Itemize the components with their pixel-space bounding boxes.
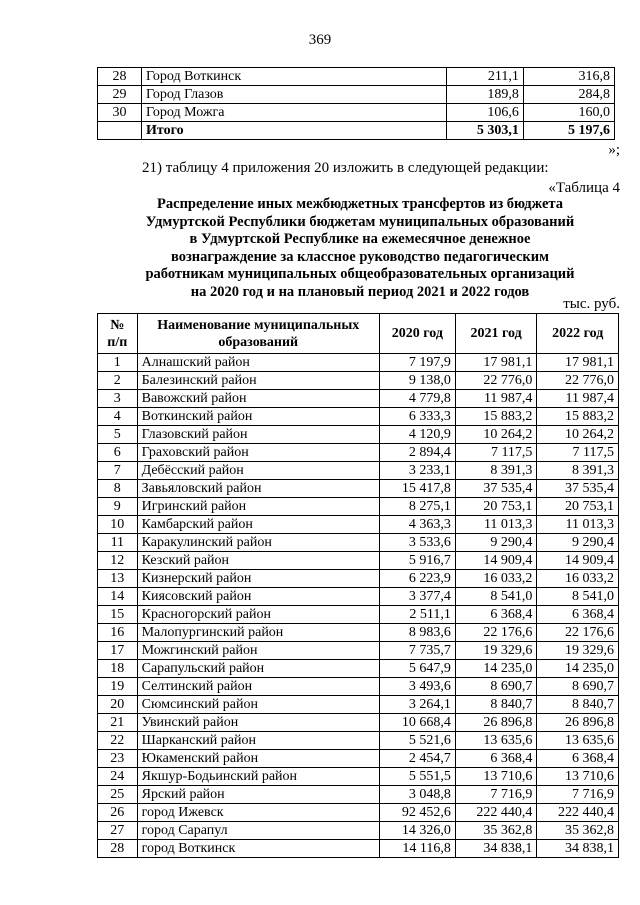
table-row: [98, 498, 619, 516]
municipality-name: Город Воткинск: [142, 68, 447, 86]
value-2021: 7 117,5: [455, 444, 537, 462]
value-2020: 8 275,1: [379, 498, 455, 516]
municipality-name: город Воткинск: [137, 840, 379, 858]
value-2022: 17 981,1: [537, 354, 619, 372]
value-2021: 8 541,0: [455, 588, 537, 606]
municipality-name: Завьяловский район: [137, 480, 379, 498]
municipality-name: Можгинский район: [137, 642, 379, 660]
header-row: [98, 314, 619, 354]
title-line: работникам муниципальных общеобразовательных организаций: [145, 266, 575, 282]
value-2021: 22 776,0: [455, 372, 537, 390]
municipality-name: Якшур-Бодьинский район: [137, 768, 379, 786]
value-2022: 222 440,4: [537, 804, 619, 822]
table-row: [98, 768, 619, 786]
municipality-name: Шарканский район: [137, 732, 379, 750]
municipality-name: Глазовский район: [137, 426, 379, 444]
row-number: 30: [98, 104, 142, 122]
header-name: [137, 314, 379, 354]
municipality-name: Каракулинский район: [137, 534, 379, 552]
title-line: Распределение иных межбюджетных трансфертов из бюджета: [157, 196, 563, 212]
value-2020: 3 533,6: [379, 534, 455, 552]
value-2021: 26 896,8: [455, 714, 537, 732]
value-2020: 7 197,9: [379, 354, 455, 372]
value-2021: 8 391,3: [455, 462, 537, 480]
value-2020: 8 983,6: [379, 624, 455, 642]
table-row: [98, 534, 619, 552]
empty-cell: [98, 122, 142, 140]
total-value: 5 197,6: [523, 122, 614, 140]
table-row: [98, 68, 615, 86]
value-2022: 8 541,0: [537, 588, 619, 606]
table-row: [98, 840, 619, 858]
row-number: 6: [98, 444, 138, 462]
value-2022: 11 013,3: [537, 516, 619, 534]
value-2021: 10 264,2: [455, 426, 537, 444]
municipality-name: Алнашский район: [137, 354, 379, 372]
value-2020: 3 233,1: [379, 462, 455, 480]
municipality-name: Малопургинский район: [137, 624, 379, 642]
table-row: [98, 786, 619, 804]
value-2021: 20 753,1: [455, 498, 537, 516]
value-2021: 14 909,4: [455, 552, 537, 570]
municipality-name: Красногорский район: [137, 606, 379, 624]
value-2020: 9 138,0: [379, 372, 455, 390]
value-2021: 7 716,9: [455, 786, 537, 804]
previous-table-tail: [97, 67, 615, 140]
municipality-name: Город Глазов: [142, 86, 447, 104]
value-2020: 10 668,4: [379, 714, 455, 732]
row-number: 18: [98, 660, 138, 678]
municipality-name: Вавожский район: [137, 390, 379, 408]
value-cell: 211,1: [447, 68, 524, 86]
value-2021: 11 013,3: [455, 516, 537, 534]
value-2022: 11 987,4: [537, 390, 619, 408]
value-2021: 8 840,7: [455, 696, 537, 714]
value-2021: 22 176,6: [455, 624, 537, 642]
title-line: на 2020 год и на плановый период 2021 и 2022 годов: [190, 283, 530, 300]
value-2020: 14 326,0: [379, 822, 455, 840]
value-2022: 7 716,9: [537, 786, 619, 804]
value-2020: 5 916,7: [379, 552, 455, 570]
table-row: [98, 714, 619, 732]
row-number: 24: [98, 768, 138, 786]
value-2021: 14 235,0: [455, 660, 537, 678]
table-title: [97, 196, 623, 301]
table-row: [98, 462, 619, 480]
value-2022: 10 264,2: [537, 426, 619, 444]
header-number: [98, 314, 138, 354]
title-line: Удмуртской Республики бюджетам муниципальных образований: [145, 213, 575, 230]
row-number: 11: [98, 534, 138, 552]
table-row: [98, 750, 619, 768]
municipality-name: Граховский район: [137, 444, 379, 462]
municipality-name: Город Можга: [142, 104, 447, 122]
table-row: [98, 696, 619, 714]
table-row: [98, 86, 615, 104]
row-number: 22: [98, 732, 138, 750]
table-row: [98, 480, 619, 498]
value-2022: 9 290,4: [537, 534, 619, 552]
header-number-line2: п/п: [107, 334, 128, 350]
table-row: [98, 408, 619, 426]
value-2022: 26 896,8: [537, 714, 619, 732]
value-2021: 17 981,1: [455, 354, 537, 372]
row-number: 13: [98, 570, 138, 588]
value-2021: 13 710,6: [455, 768, 537, 786]
row-number: 29: [98, 86, 142, 104]
value-2021: 9 290,4: [455, 534, 537, 552]
value-2022: 22 776,0: [537, 372, 619, 390]
value-2021: 35 362,8: [455, 822, 537, 840]
value-cell: 316,8: [523, 68, 614, 86]
header-name-line1: Наименование муниципальных: [157, 317, 360, 333]
value-2020: 3 377,4: [379, 588, 455, 606]
value-2021: 6 368,4: [455, 606, 537, 624]
value-2022: 8 391,3: [537, 462, 619, 480]
value-2020: 3 048,8: [379, 786, 455, 804]
table-label: «Таблица 4: [548, 180, 620, 196]
units-label: тыс. руб.: [563, 296, 620, 312]
table-row: [98, 822, 619, 840]
row-number: 28: [98, 840, 138, 858]
municipality-name: Киясовский район: [137, 588, 379, 606]
row-number: 2: [98, 372, 138, 390]
value-2021: 222 440,4: [455, 804, 537, 822]
municipality-name: Селтинский район: [137, 678, 379, 696]
municipality-name: Балезинский район: [137, 372, 379, 390]
municipality-name: город Сарапул: [137, 822, 379, 840]
municipality-name: Ярский район: [137, 786, 379, 804]
value-2022: 14 909,4: [537, 552, 619, 570]
row-number: 26: [98, 804, 138, 822]
table-row: [98, 570, 619, 588]
municipality-name: Дебёсский район: [137, 462, 379, 480]
header-2022: 2022 год: [537, 314, 619, 354]
row-number: 23: [98, 750, 138, 768]
row-number: 12: [98, 552, 138, 570]
total-value: 5 303,1: [447, 122, 524, 140]
table-row: [98, 804, 619, 822]
table-row: [98, 588, 619, 606]
row-number: 17: [98, 642, 138, 660]
row-number: 8: [98, 480, 138, 498]
value-2020: 15 417,8: [379, 480, 455, 498]
value-2022: 19 329,6: [537, 642, 619, 660]
municipality-name: Юкаменский район: [137, 750, 379, 768]
value-2022: 22 176,6: [537, 624, 619, 642]
value-2021: 16 033,2: [455, 570, 537, 588]
municipality-name: Игринский район: [137, 498, 379, 516]
header-2020: 2020 год: [379, 314, 455, 354]
table-row: [98, 624, 619, 642]
row-number: 28: [98, 68, 142, 86]
municipality-name: Увинский район: [137, 714, 379, 732]
value-cell: 160,0: [523, 104, 614, 122]
value-2022: 34 838,1: [537, 840, 619, 858]
title-line: вознаграждение за классное руководство педагогическим: [171, 248, 549, 265]
municipality-name: Кезский район: [137, 552, 379, 570]
table-row: [98, 372, 619, 390]
row-number: 5: [98, 426, 138, 444]
value-2021: 11 987,4: [455, 390, 537, 408]
table-row: [98, 516, 619, 534]
value-cell: 189,8: [447, 86, 524, 104]
value-2022: 6 368,4: [537, 750, 619, 768]
row-number: 3: [98, 390, 138, 408]
value-cell: 284,8: [523, 86, 614, 104]
table-row: [98, 104, 615, 122]
total-label: Итого: [142, 122, 447, 140]
value-2020: 6 223,9: [379, 570, 455, 588]
value-2020: 4 120,9: [379, 426, 455, 444]
value-2021: 34 838,1: [455, 840, 537, 858]
value-2022: 13 710,6: [537, 768, 619, 786]
table-row: [98, 732, 619, 750]
value-2020: 3 493,6: [379, 678, 455, 696]
table-row: [98, 552, 619, 570]
table-row: [98, 426, 619, 444]
row-number: 27: [98, 822, 138, 840]
table-row: [98, 390, 619, 408]
table-row: [98, 642, 619, 660]
row-number: 9: [98, 498, 138, 516]
value-2022: 15 883,2: [537, 408, 619, 426]
value-2020: 92 452,6: [379, 804, 455, 822]
value-2022: 6 368,4: [537, 606, 619, 624]
value-2021: 37 535,4: [455, 480, 537, 498]
value-2022: 13 635,6: [537, 732, 619, 750]
value-2020: 5 647,9: [379, 660, 455, 678]
row-number: 1: [98, 354, 138, 372]
municipality-name: Сюмсинский район: [137, 696, 379, 714]
value-2020: 5 521,6: [379, 732, 455, 750]
value-2022: 20 753,1: [537, 498, 619, 516]
row-number: 7: [98, 462, 138, 480]
closing-quote-mark: »;: [608, 142, 620, 158]
total-row: [98, 122, 615, 140]
amendment-instruction: 21) таблицу 4 приложения 20 изложить в следующей редакции:: [142, 160, 549, 176]
table-row: [98, 660, 619, 678]
table-row: [98, 678, 619, 696]
value-2022: 8 840,7: [537, 696, 619, 714]
value-2020: 2 894,4: [379, 444, 455, 462]
page-number: 369: [308, 32, 332, 48]
header-2021: 2021 год: [455, 314, 537, 354]
value-2021: 13 635,6: [455, 732, 537, 750]
row-number: 21: [98, 714, 138, 732]
value-2020: 2 454,7: [379, 750, 455, 768]
distribution-table: [97, 313, 619, 858]
value-2020: 7 735,7: [379, 642, 455, 660]
value-2021: 6 368,4: [455, 750, 537, 768]
municipality-name: Камбарский район: [137, 516, 379, 534]
title-line: в Удмуртской Республике на ежемесячное денежное: [189, 231, 531, 247]
table-row: [98, 444, 619, 462]
row-number: 25: [98, 786, 138, 804]
table-row: [98, 606, 619, 624]
header-name-line2: образований: [218, 334, 299, 350]
value-2020: 2 511,1: [379, 606, 455, 624]
value-2021: 8 690,7: [455, 678, 537, 696]
value-2021: 15 883,2: [455, 408, 537, 426]
value-2022: 16 033,2: [537, 570, 619, 588]
row-number: 14: [98, 588, 138, 606]
header-number-line1: №: [110, 317, 125, 333]
value-2021: 19 329,6: [455, 642, 537, 660]
value-2020: 4 363,3: [379, 516, 455, 534]
value-2020: 6 333,3: [379, 408, 455, 426]
municipality-name: город Ижевск: [137, 804, 379, 822]
value-2020: 3 264,1: [379, 696, 455, 714]
municipality-name: Сарапульский район: [137, 660, 379, 678]
value-2022: 14 235,0: [537, 660, 619, 678]
row-number: 19: [98, 678, 138, 696]
row-number: 15: [98, 606, 138, 624]
row-number: 16: [98, 624, 138, 642]
municipality-name: Воткинский район: [137, 408, 379, 426]
value-2022: 8 690,7: [537, 678, 619, 696]
row-number: 4: [98, 408, 138, 426]
value-2022: 7 117,5: [537, 444, 619, 462]
value-2020: 14 116,8: [379, 840, 455, 858]
row-number: 10: [98, 516, 138, 534]
value-2020: 5 551,5: [379, 768, 455, 786]
value-2020: 4 779,8: [379, 390, 455, 408]
value-cell: 106,6: [447, 104, 524, 122]
value-2022: 35 362,8: [537, 822, 619, 840]
municipality-name: Кизнерский район: [137, 570, 379, 588]
row-number: 20: [98, 696, 138, 714]
table-row: [98, 354, 619, 372]
value-2022: 37 535,4: [537, 480, 619, 498]
